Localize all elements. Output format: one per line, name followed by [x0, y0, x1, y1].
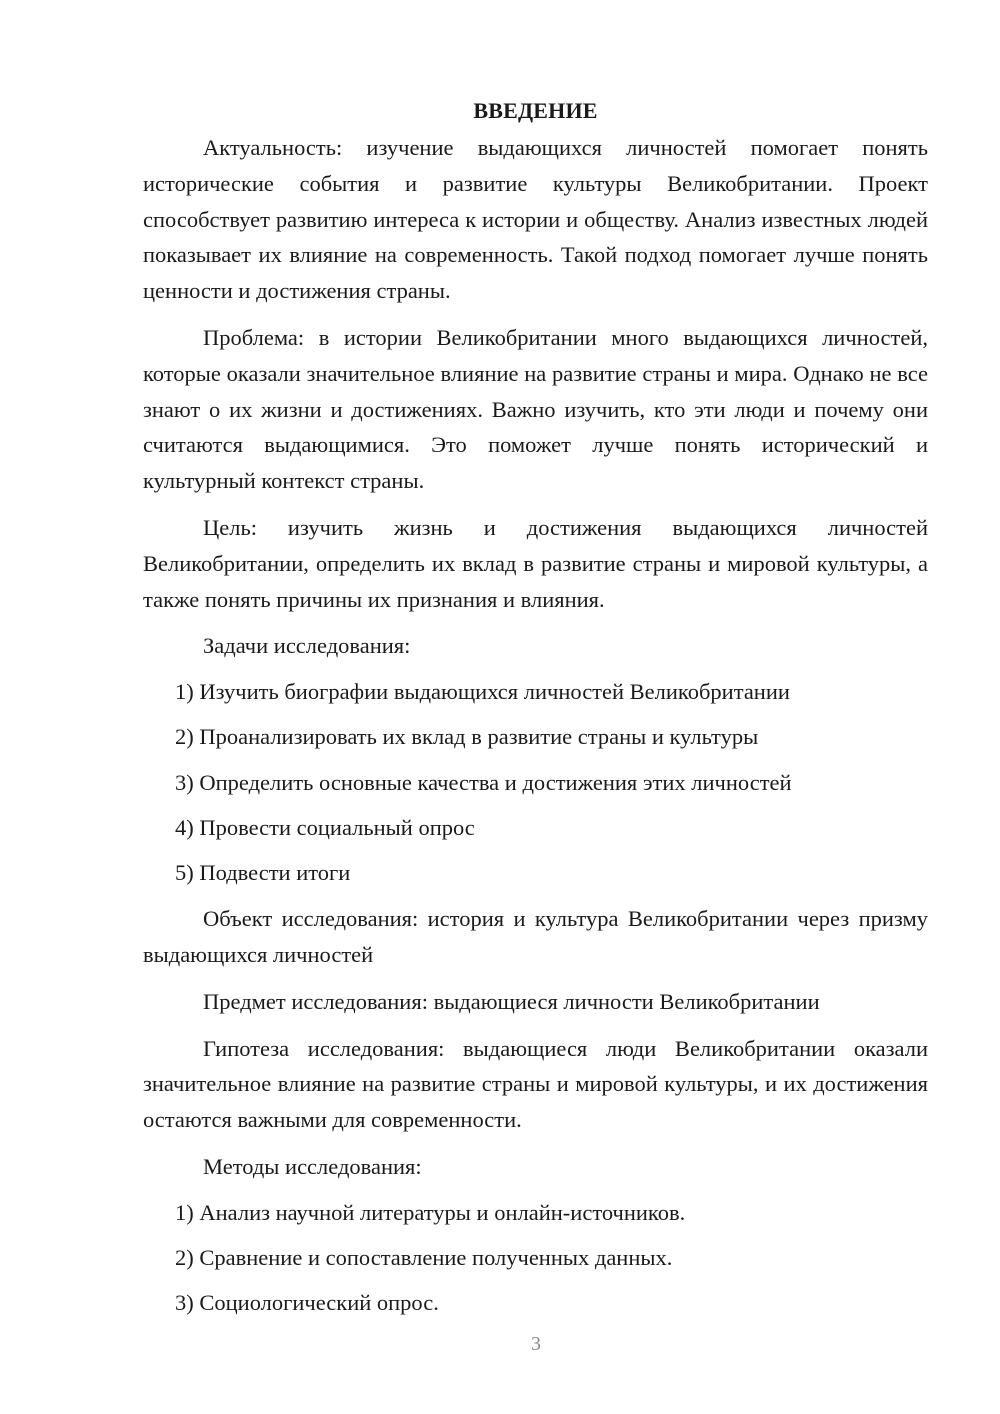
methods-list [143, 1195, 928, 1321]
page-number: 3 [531, 1333, 541, 1355]
list-item: 3) Определить основные качества и достижения этих личностей [175, 769, 792, 795]
document-page [143, 96, 928, 1331]
list-item: 2) Сравнение и сопоставление полученных данных. [175, 1245, 673, 1271]
goal-paragraph: Цель: изучить жизнь и достижения выдающихся личностей Великобритании, определить их вклад в развитие страны и мировой культуры, а также понять причины их признания и влияния. [143, 514, 928, 612]
problem-paragraph: Проблема: в истории Великобритании много выдающихся личностей, которые оказали значительное влияние на развитие страны и мира. Однако не все знают о их жизни и достижениях. Важно изучить, кто эти люди и почему они считаются выдающимися. Это поможет лучше понять исторический и культурный контекст страны. [143, 324, 928, 494]
subject-paragraph: Предмет исследования: выдающиеся личности Великобритании [203, 988, 820, 1014]
methods-label: Методы исследования: [203, 1153, 422, 1179]
page-title: ВВЕДЕНИЕ [473, 98, 598, 123]
tasks-label: Задачи исследования: [203, 633, 411, 659]
list-item: 4) Провести социальный опрос [175, 815, 475, 841]
list-item: 1) Анализ научной литературы и онлайн-источников. [175, 1199, 686, 1225]
list-item: 2) Проанализировать их вклад в развитие страны и культуры [175, 724, 759, 750]
list-item: 3) Социологический опрос. [175, 1290, 439, 1316]
hypothesis-paragraph: Гипотеза исследования: выдающиеся люди Великобритании оказали значительное влияние на развитие страны и мировой культуры, и их достижения остаются важными для современности. [143, 1035, 928, 1133]
tasks-list [143, 674, 928, 891]
list-item: 1) Изучить биографии выдающихся личностей Великобритании [175, 679, 790, 705]
object-paragraph: Объект исследования: история и культура Великобритании через призму выдающихся личностей [143, 906, 928, 967]
relevance-paragraph: Актуальность: изучение выдающихся личностей помогает понять исторические события и развитие культуры Великобритании. Проект способствует развитию интереса к истории и обществу. Анализ известных людей показывает их влияние на современность. Такой подход помогает лучше понять ценности и достижения страны. [143, 135, 928, 304]
list-item: 5) Подвести итоги [175, 860, 351, 886]
